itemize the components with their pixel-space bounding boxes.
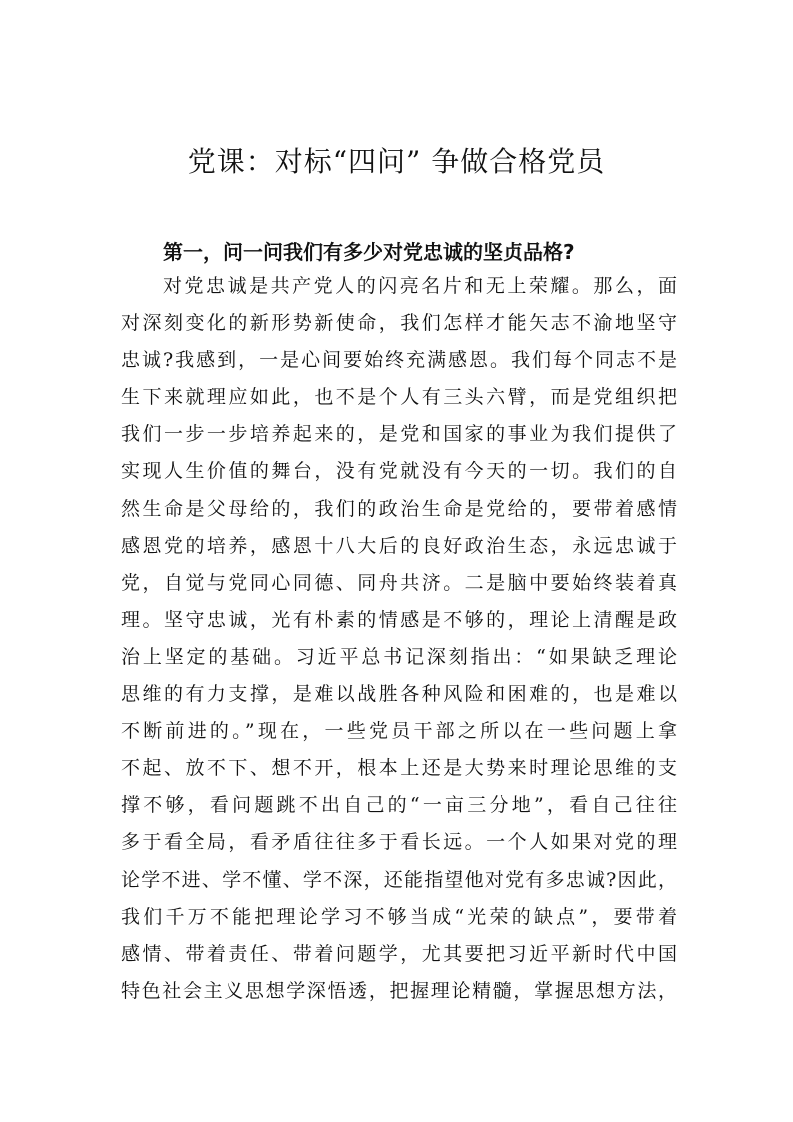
body-line: 论学不进、学不懂、学不深，还能指望他对党有多忠诚?因此，: [121, 868, 677, 891]
body-paragraph: [121, 268, 677, 1010]
body-line: 生下来就理应如此，也不是个人有三头六臂，而是党组织把: [121, 386, 677, 409]
body-line: 我们千万不能把理论学习不够当成“光荣的缺点”，要带着: [121, 905, 677, 928]
section-heading: 第一，问一问我们有多少对党忠诚的坚贞品格?: [163, 240, 575, 264]
body-line: 治上坚定的基础。习近平总书记深刻指出：“如果缺乏理论: [121, 645, 677, 668]
body-line: 忠诚?我感到，一是心间要始终充满感恩。我们每个同志不是: [121, 349, 677, 372]
body-line: 感情、带着责任、带着问题学，尤其要把习近平新时代中国: [121, 942, 677, 965]
document-title: 党课：对标“四问” 争做合格党员: [187, 145, 606, 178]
body-line: 撑不够，看问题跳不出自己的“一亩三分地”，看自己往往: [121, 794, 677, 817]
body-line: 我们一步一步培养起来的，是党和国家的事业为我们提供了: [121, 423, 677, 446]
body-line: 思维的有力支撑，是难以战胜各种风险和困难的，也是难以: [121, 683, 677, 706]
body-line: 感恩党的培养，感恩十八大后的良好政治生态，永远忠诚于: [121, 534, 677, 557]
body-line: 多于看全局，看矛盾往往多于看长远。一个人如果对党的理: [121, 831, 677, 854]
body-line: 对党忠诚是共产党人的闪亮名片和无上荣耀。那么，面: [163, 275, 677, 297]
body-line: 不起、放不下、想不开，根本上还是大势来时理论思维的支: [121, 757, 677, 780]
body-line: 特色社会主义思想学深悟透，把握理论精髓，掌握思想方法，: [121, 979, 677, 1002]
body-line: 实现人生价值的舞台，没有党就没有今天的一切。我们的自: [121, 460, 677, 483]
body-line: 不断前进的。”现在，一些党员干部之所以在一些问题上拿: [121, 720, 677, 743]
body-line: 对深刻变化的新形势新使命，我们怎样才能矢志不渝地坚守: [121, 312, 677, 335]
body-line: 然生命是父母给的，我们的政治生命是党给的，要带着感情: [121, 497, 677, 520]
body-line: 党，自觉与党同心同德、同舟共济。二是脑中要始终装着真: [121, 571, 677, 594]
body-line: 理。坚守忠诚，光有朴素的情感是不够的，理论上清醒是政: [121, 608, 677, 631]
